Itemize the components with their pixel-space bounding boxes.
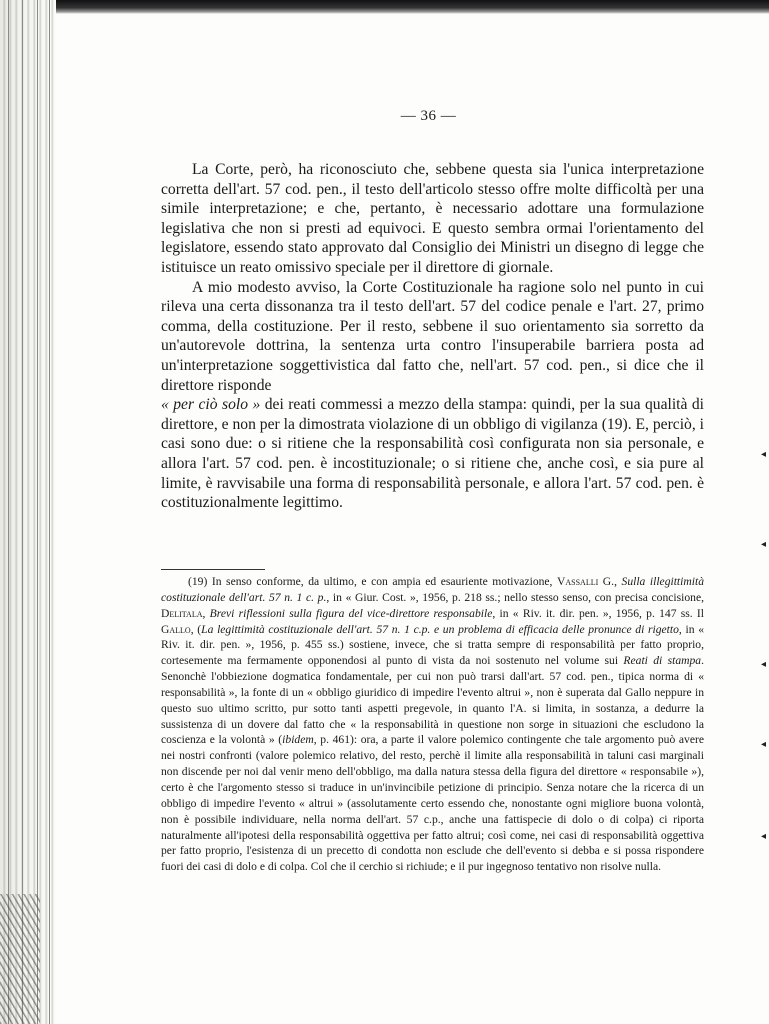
- footnote-segment: , in « Giur. Cost. », 1956, p. 218 ss.; nello stesso senso, con precisa concisione,: [326, 590, 704, 604]
- spine-line: [49, 0, 50, 1024]
- footnote-segment: ,: [614, 575, 622, 588]
- margin-mark: ◂: [761, 539, 767, 550]
- footnote-separator: [161, 569, 265, 570]
- paragraph-text: A mio modesto avviso, la Corte Costituzionale ha ragione solo nel punto in cui rileva una certa dissonanza tra il testo dell'art. 57 del codice penale e l'art. 27, primo comma, della costituzione. Per il resto, sebbene il suo orientamento sia sorretto da un'autorevole dottrina, la sentenza urta contro l'insuperabile barriera posta ad un'interpretazione soggettivistica dal fatto che, nell'art. 57 cod. pen., si dice che il direttore risponde: [161, 278, 704, 394]
- footnote-segment: , in « Riv. it. dir. pen. », 1956, p. 147 ss. Il: [492, 606, 705, 620]
- footnote-text: [161, 574, 704, 875]
- cited-title: Brevi riflessioni sulla figura del vice-direttore responsabile: [209, 606, 493, 620]
- footnote-segment: . Senonchè l'obbiezione dogmatica fondamentale, per cui non può trarsi dall'art. 57 cod. pen., tipica norma di « responsabilità », la fonte di un « obbligo giuridico di impedire l'evento altrui », non è superata dal Gallo neppure in questo suo ultimo scritto, pur sotto tanti aspetti pregevole, in quanto l'A. si limita, in sostanza, a dedurre la sussistenza di un dovere dal fatto che « la responsabilità in questione non sorge in situazioni che escludono la coscienza e la volontà » (: [161, 654, 704, 747]
- footnote-segment: , (: [190, 622, 202, 636]
- spine-line: [8, 0, 9, 1024]
- margin-mark: ◂: [761, 739, 767, 750]
- main-text: [161, 160, 704, 513]
- footnote: [161, 574, 704, 875]
- cited-title: Sulla illegittimità costituzionale dell'art. 57 n. 1 c. p.: [161, 575, 704, 604]
- spine-line: [37, 0, 38, 1024]
- margin-mark: ◂: [761, 449, 767, 460]
- page-number: — 36 —: [400, 108, 457, 124]
- quoted-phrase: « per ciò solo »: [161, 396, 261, 414]
- footnote-segment: , in « Riv. it. dir. pen. », 1956, p. 455 ss.) sostiene, invece, che si tratta sempre di responsabilità per fatto proprio, cortesemente ma fermamente opponendosi al punto di vista da noi sostenuto nel volume sui: [161, 622, 704, 668]
- cited-title: La legittimità costituzionale dell'art. 57 n. 1 c.p. e un problema di efficacia delle pronunce di rigetto: [201, 622, 679, 636]
- page-top-edge: [0, 0, 769, 14]
- author-name: Vassalli G.: [557, 575, 615, 588]
- spine-line: [22, 0, 23, 1024]
- spine-shadow: [0, 894, 40, 1024]
- footnote-segment: (19) In senso conforme, da ultimo, e con ampia ed esauriente motivazione,: [188, 575, 557, 588]
- book-spine: [0, 0, 56, 1024]
- paragraph-text: dei reati commessi a mezzo della stampa: quindi, per la sua qualità di direttore, e non per la dimostrata violazione di un obbligo di vigilanza (19). E, perciò, i casi sono due: o si ritiene che la responsabilità così configurata non sia personale, e allora l'art. 57 cod. pen. è incostituzionale; o si ritiene che, anche così, e sia pure al limite, è ravvisabile una forma di responsabilità personale, e allora l'art. 57 cod. pen. è costituzionalmente legittimo.: [161, 396, 704, 512]
- author-name: Gallo: [161, 622, 191, 636]
- cited-title: Reati di stampa: [623, 654, 702, 668]
- footnote-segment: ,: [202, 606, 210, 620]
- cited-title: ibidem: [282, 733, 314, 747]
- margin-mark: ◂: [761, 831, 767, 842]
- footnote-segment: , p. 461): ora, a parte il valore polemico contingente che tale argomento può avere nei nostri confronti (valore polemico relativo, del resto, perchè il limite alla responsabilità in taluni casi marginali non discende per noi dal venir meno dell'obbligo, ma dalla natura stessa della figura del direttore « responsabile »), certo è che l'argomento stesso si traduce in un'invincibile petizione di principio. Senza notare che la ricerca di un obbligo di impedire l'evento « altrui » (assolutamente certo essendo che, nonostante ogni migliore buona volontà, non è possibile individuare, nella norma dell'art. 57 c.p., anche una fattispecie di dolo o di colpa) ci riporta naturalmente all'ipotesi della responsabilità oggettiva per fatto altrui; così come, nei casi di responsabilità oggettiva per fatto proprio, l'esistenza di un precetto di condotta non esclude che dell'evento si debba e si possa rispondere fuori dei casi di dolo e di colpa. Col che il cerchio si richiude; e il pur ingegnoso tentativo non risolve nulla.: [161, 733, 704, 874]
- margin-mark: ◂: [761, 659, 767, 670]
- author-name: Delitala: [161, 606, 203, 620]
- paragraph: La Corte, però, ha riconosciuto che, sebbene questa sia l'unica interpretazione corretta dell'art. 57 cod. pen., il testo dell'articolo stesso offre molte difficoltà per una simile interpretazione; e che, pertanto, è necessario adottare una formulazione legislativa che non si presti ad equivoci. E questo sembra ormai l'orientamento del legislatore, essendo stato approvato dal Consiglio dei Ministri un disegno di legge che istituisce un reato omissivo speciale per il direttore di giornale.: [161, 161, 704, 276]
- paragraph: [161, 278, 704, 513]
